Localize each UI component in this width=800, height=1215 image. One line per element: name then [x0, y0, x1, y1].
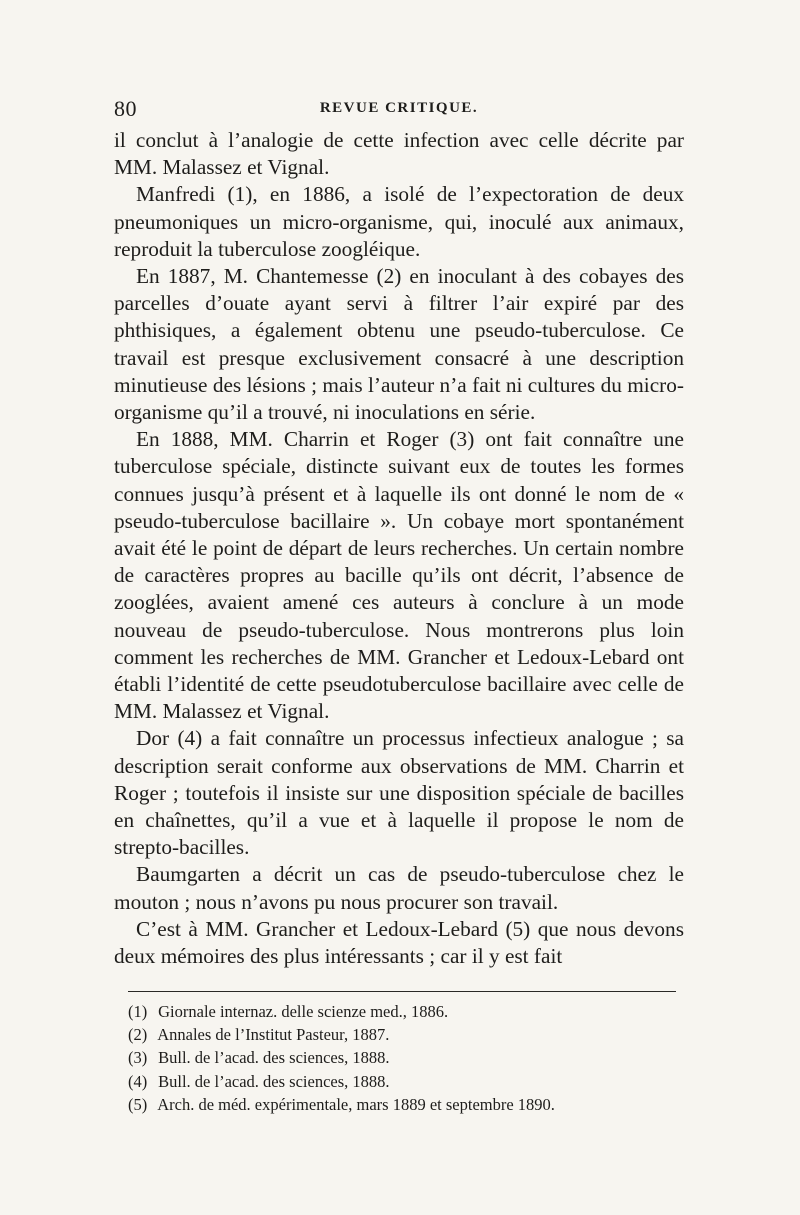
footnote [128, 1070, 688, 1093]
paragraph: C’est à MM. Grancher et Ledoux-Lebard (5) que nous devons deux mémoires des plus intéressants ; car il y est fait [114, 916, 684, 969]
footnote-number: (1) [128, 1002, 148, 1021]
paragraph: En 1888, MM. Charrin et Roger (3) ont fait connaître une tuberculose spéciale, distincte suivant eux de toutes les formes connues jusqu’à présent et à laquelle ils ont donné le nom de « pseudo-tuberculose bacillaire ». Un cobaye mort spontanément avait été le point de départ de leurs recherches. Un certain nombre de caractères propres au bacille qu’ils ont décrit, l’absence de zooglées, avaient amené ces auteurs à conclure à un mode nouveau de pseudo-tuberculose. Nous montrerons plus loin comment les recherches de MM. Grancher et Ledoux-Lebard ont établi l’identité de cette pseudotuberculose bacillaire avec celle de MM. Malassez et Vignal. [114, 427, 684, 724]
footnote-text: Giornale internaz. delle scienze med., 1886. [158, 1002, 449, 1021]
footnote [128, 1046, 688, 1069]
page-header [114, 96, 684, 124]
paragraph: Dor (4) a fait connaître un processus infectieux analogue ; sa description serait conforme aux observations de MM. Charrin et Roger ; toutefois il insiste sur une disposition spéciale de bacilles en chaînettes, qu’il a vue et à laquelle il propose le nom de strepto-bacilles. [114, 726, 684, 860]
footnote [128, 1023, 688, 1046]
footnote [128, 1000, 688, 1023]
footnote-text: Arch. de méd. expérimentale, mars 1889 et septembre 1890. [157, 1094, 555, 1114]
footnote-number: (4) [128, 1071, 148, 1091]
running-title: REVUE CRITIQUE. [319, 100, 479, 116]
body-text [114, 127, 684, 970]
paragraph: Manfredi (1), en 1886, a isolé de l’expectoration de deux pneumoniques un micro-organisme, qui, inoculé aux animaux, reproduit la tuberculose zoogléique. [114, 182, 684, 261]
paragraph: Baumgarten a décrit un cas de pseudo-tuberculose chez le mouton ; nous n’avons pu nous procurer son travail. [114, 862, 684, 914]
footnote-text: Bull. de l’acad. des sciences, 1888. [158, 1048, 390, 1068]
paragraph: En 1887, M. Chantemesse (2) en inoculant à des cobayes des parcelles d’ouate ayant servi à filtrer l’air expiré par des phthisiques, a également obtenu une pseudo-tuberculose. Ce travail est presque exclusivement consacré à une description minutieuse des lésions ; mais l’auteur n’a fait ni cultures du micro-organisme qu’il a trouvé, ni inoculations en série. [114, 264, 684, 425]
footnote-divider [128, 991, 676, 992]
page-number: 80 [114, 96, 137, 121]
footnote-number: (2) [128, 1025, 148, 1045]
footnote-number: (3) [128, 1048, 148, 1068]
footnote-number: (5) [128, 1094, 148, 1114]
footnote-text: Annales de l’Institut Pasteur, 1887. [157, 1025, 390, 1045]
footnote-text: Bull. de l’acad. des sciences, 1888. [158, 1071, 390, 1091]
paragraph: il conclut à l’analogie de cette infection avec celle décrite par MM. Malassez et Vignal. [114, 128, 684, 180]
footnotes [128, 1000, 688, 1116]
footnote [128, 1093, 688, 1116]
